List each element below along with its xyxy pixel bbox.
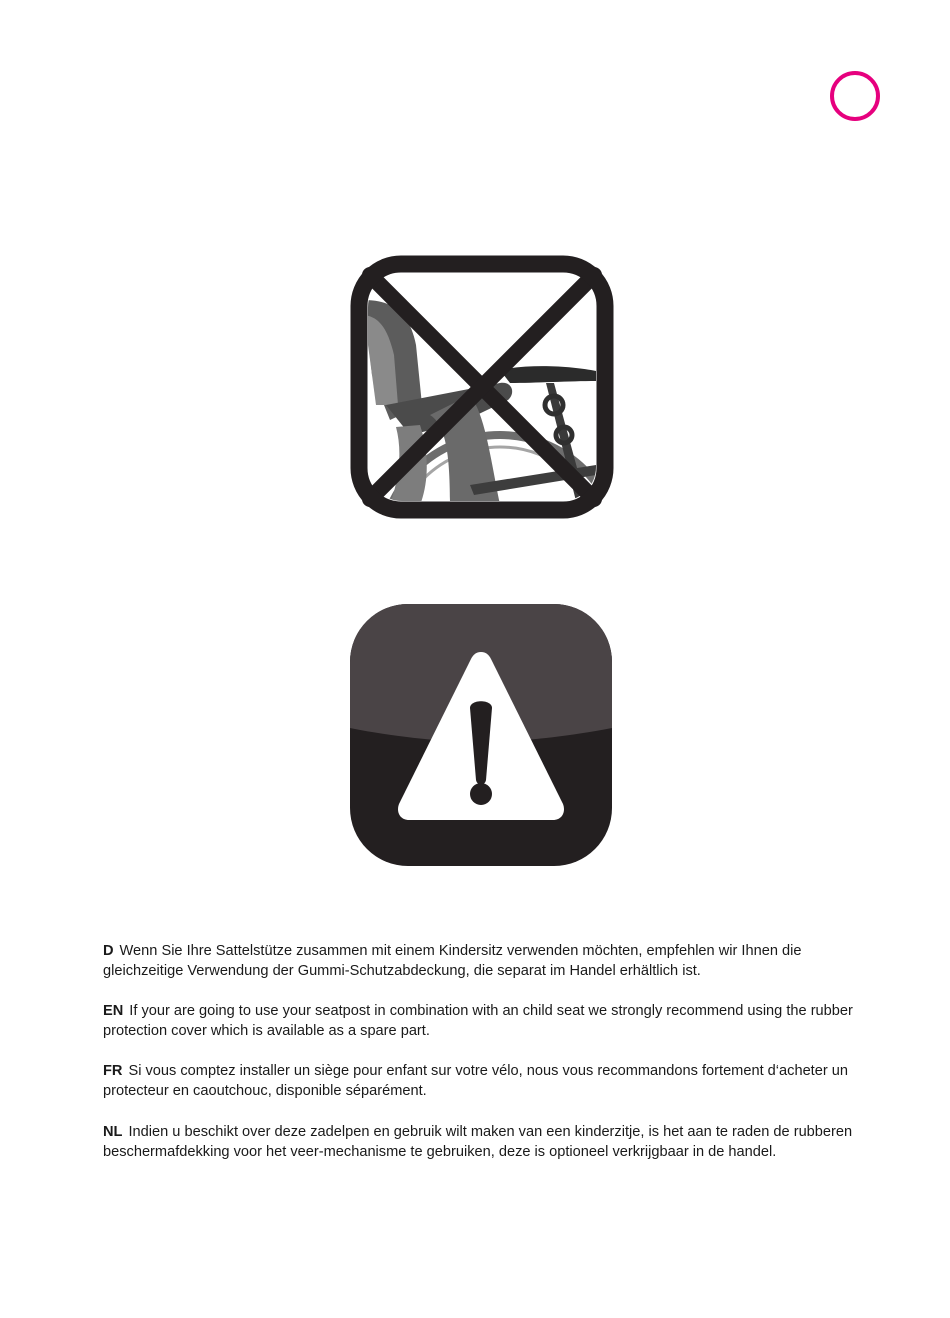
instruction-text: Indien u beschikt over deze zadelpen en gebruik wilt maken van een kinderzitje, is het aan te raden de rubberen beschermafdekking voor het veer-mechanisme te gebruiken, deze is optioneel verkrijgbaar in de handel. bbox=[103, 1124, 853, 1160]
instruction-text: If your are going to use your seatpost in combination with an child seat we strongly recommend using the rubber protection cover which is available as a spare part. bbox=[103, 1003, 853, 1039]
instruction-text: Si vous comptez installer un siège pour enfant sur votre vélo, nous vous recommandons fortement d‘acheter un protecteur en caoutchouc, disponible séparément. bbox=[103, 1063, 849, 1099]
instruction-de bbox=[103, 941, 863, 981]
instruction-en bbox=[103, 1001, 863, 1041]
warning-exclamation-icon bbox=[350, 604, 612, 866]
instruction-fr bbox=[103, 1061, 863, 1101]
instruction-nl bbox=[103, 1122, 863, 1162]
instruction-text: Wenn Sie Ihre Sattelstütze zusammen mit einem Kindersitz verwenden möchten, empfehlen wir Ihnen die gleichzeitige Verwendung der Gummi-Schutzabdeckung, die separat im Handel erhältlich ist. bbox=[103, 943, 802, 979]
language-code: EN bbox=[103, 1003, 124, 1019]
language-code: D bbox=[103, 943, 114, 959]
language-code: NL bbox=[103, 1124, 123, 1140]
circle-outline-icon bbox=[830, 71, 880, 121]
language-code: FR bbox=[103, 1063, 123, 1079]
no-child-seat-icon bbox=[350, 255, 614, 519]
